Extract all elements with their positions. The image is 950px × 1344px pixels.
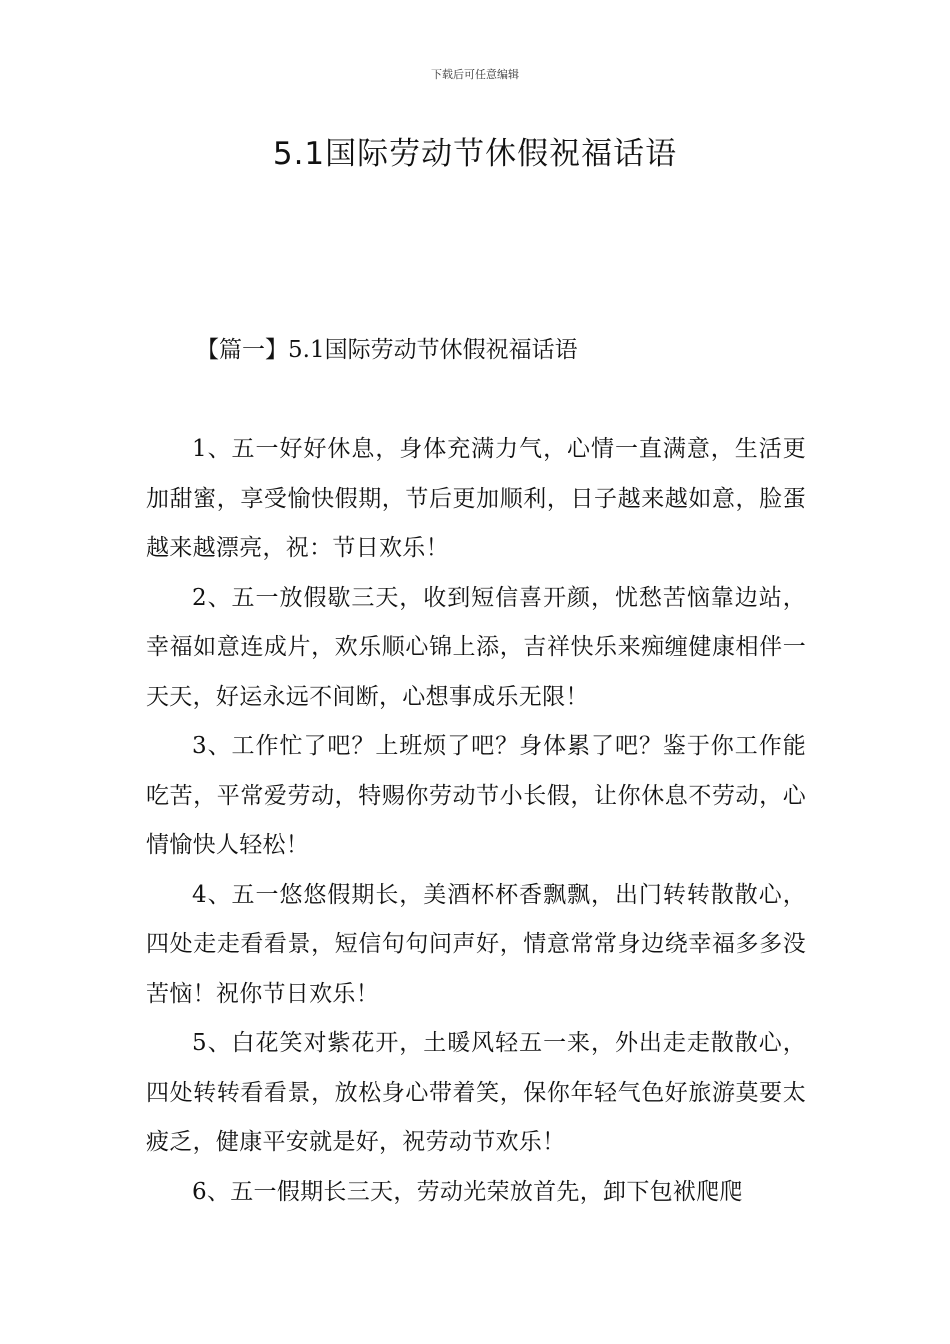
paragraph: 6、五一假期长三天，劳动光荣放首先，卸下包袱爬爬 <box>192 1178 743 1205</box>
page-header-note: 下载后可任意编辑 <box>431 68 519 81</box>
paragraph: 5、白花笑对紫花开，土暖风轻五一来，外出走走散散心，四处转转看看景，放松身心带着笑，保你年轻气色好旅游莫要太疲乏，健康平安就是好，祝劳动节欢乐！ <box>146 1030 806 1155</box>
document-title: 5.1国际劳动节休假祝福话语 <box>272 136 678 172</box>
section-heading: 【篇一】5.1国际劳动节休假祝福话语 <box>196 337 578 363</box>
paragraph: 2、五一放假歇三天，收到短信喜开颜，忧愁苦恼靠边站，幸福如意连成片，欢乐顺心锦上添，吉祥快乐来痴缠健康相伴一天天，好运永远不间断，心想事成乐无限！ <box>146 584 806 710</box>
document-body <box>146 425 806 1217</box>
paragraph: 4、五一悠悠假期长，美酒杯杯香飘飘，出门转转散散心，四处走走看看景，短信句句问声好，情意常常身边绕幸福多多没苦恼！祝你节日欢乐！ <box>146 881 806 1007</box>
paragraph: 1、五一好好休息，身体充满力气，心情一直满意，生活更加甜蜜，享受愉快假期，节后更加顺利，日子越来越如意，脸蛋越来越漂亮，祝：节日欢乐！ <box>146 436 806 561</box>
paragraph: 3、工作忙了吧？上班烦了吧？身体累了吧？鉴于你工作能吃苦，平常爱劳动，特赐你劳动节小长假，让你休息不劳动，心情愉快人轻松！ <box>146 733 806 858</box>
